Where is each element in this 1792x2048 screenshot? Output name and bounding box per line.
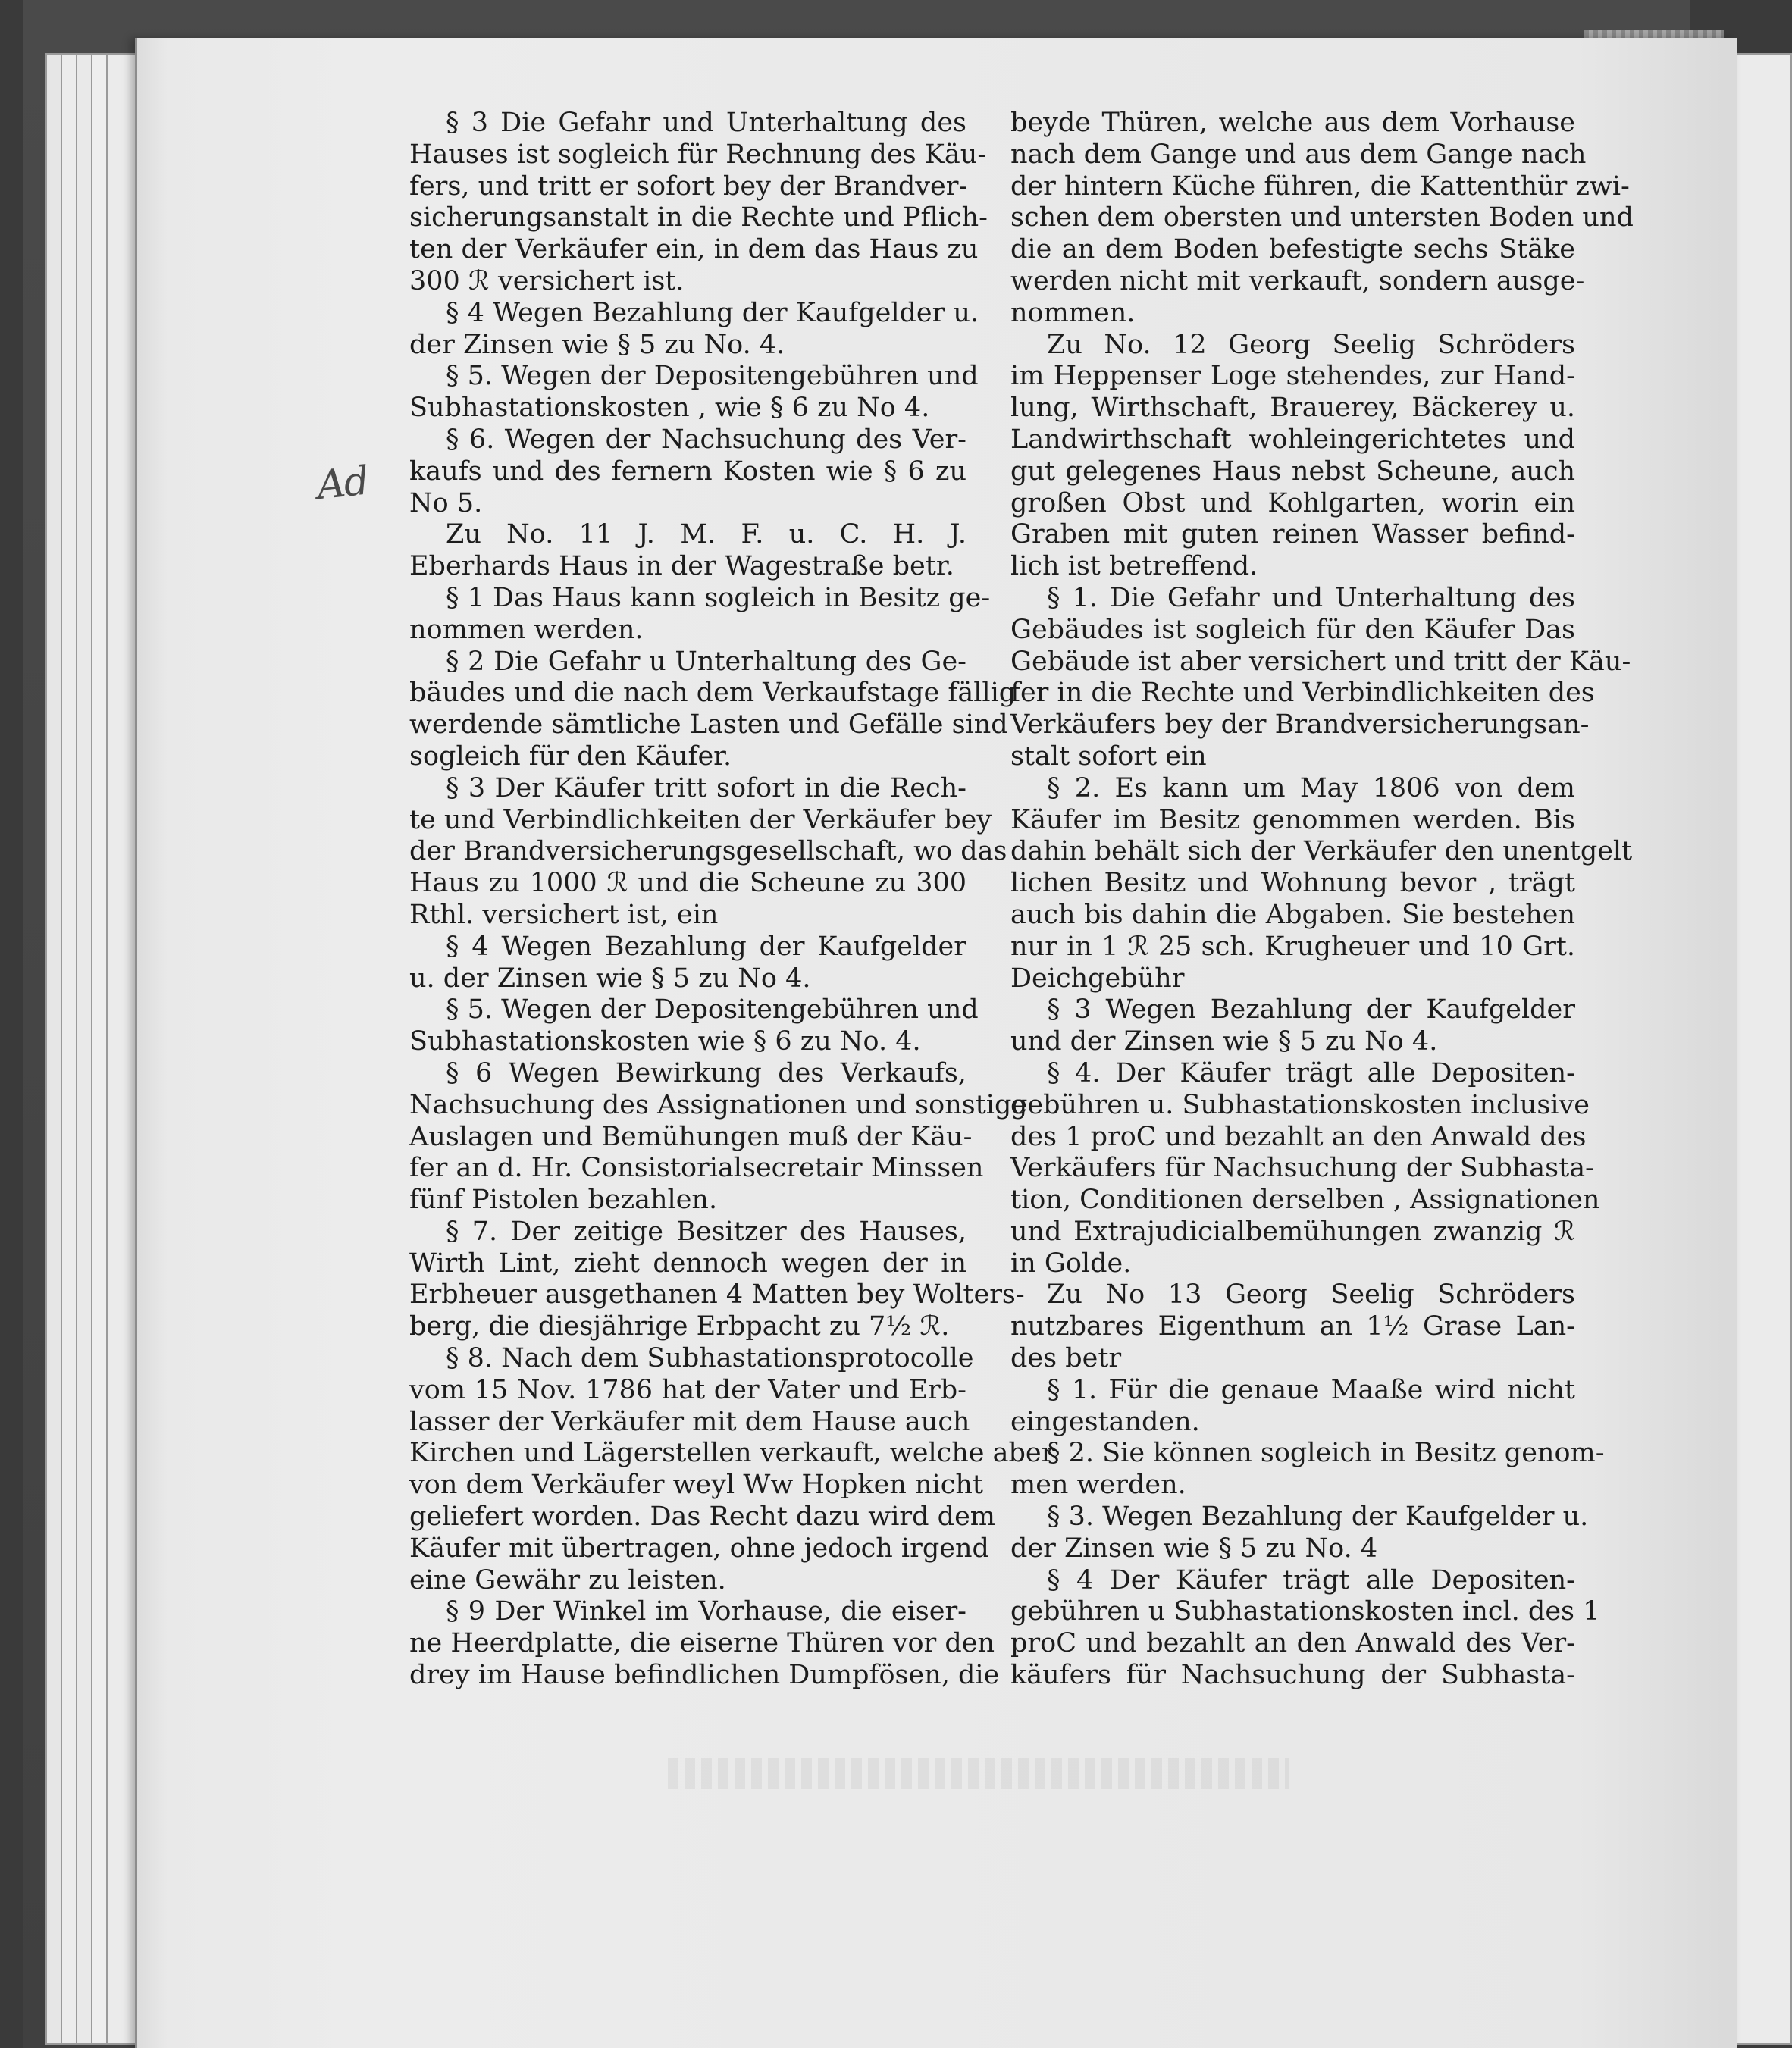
text-line: beyde Thüren, welche aus dem Vorhause: [1010, 108, 1575, 138]
text-line: gut gelegenes Haus nebst Scheune, auch: [1010, 456, 1575, 487]
text-line: fers, und tritt er sofort bey der Brandver-: [409, 171, 968, 202]
text-line: § 3 Die Gefahr und Unterhaltung des: [446, 108, 966, 138]
text-line: nommen werden.: [409, 614, 644, 645]
bleed-through-text: [668, 1758, 1289, 1789]
text-line: § 4 Der Käufer trägt alle Depositen-: [1047, 1564, 1575, 1595]
text-line: in Golde.: [1010, 1248, 1132, 1279]
text-line: werdende sämtliche Lasten und Gefälle sind: [409, 709, 1008, 741]
text-line: nutzbares Eigenthum an 1½ Grase Lan-: [1010, 1311, 1575, 1342]
text-line: § 6. Wegen der Nachsuchung des Ver-: [446, 424, 966, 455]
text-line: § 8. Nach dem Subhastationsprotocolle: [446, 1343, 974, 1374]
text-line: lichen Besitz und Wohnung bevor , trägt: [1010, 868, 1575, 899]
text-line: Kirchen und Lägerstellen verkauft, welche aber: [409, 1438, 1054, 1469]
text-line: Hauses ist sogleich für Rechnung des Käu-: [409, 139, 987, 170]
text-line: vom 15 Nov. 1786 hat der Vater und Erb-: [409, 1374, 966, 1405]
text-line: § 3 Wegen Bezahlung der Kaufgelder: [1047, 994, 1575, 1026]
text-line: großen Obst und Kohlgarten, worin ein: [1010, 487, 1575, 518]
text-line: lich ist betreffend.: [1010, 551, 1258, 582]
text-line: § 6 Wegen Bewirkung des Verkaufs,: [446, 1057, 966, 1088]
text-line: te und Verbindlichkeiten der Verkäufer bey: [409, 804, 992, 835]
text-line: § 2. Es kann um May 1806 von dem: [1047, 772, 1575, 803]
text-line: eingestanden.: [1010, 1406, 1200, 1437]
text-line: auch bis dahin die Abgaben. Sie bestehen: [1010, 899, 1575, 930]
text-line: der Zinsen wie § 5 zu No. 4: [1010, 1533, 1378, 1564]
text-line: berg, die diesjährige Erbpacht zu 7½ ℛ.: [409, 1311, 950, 1342]
text-line: § 5. Wegen der Depositengebühren und: [446, 994, 979, 1026]
text-line: und Extrajudicialbemühungen zwanzig ℛ: [1010, 1216, 1575, 1247]
text-line: Erbheuer ausgethanen 4 Matten bey Wolters-: [409, 1279, 1025, 1311]
text-line: Deichgebühr: [1010, 963, 1185, 994]
text-line: sogleich für den Käufer.: [409, 741, 732, 772]
text-line: § 7. Der zeitige Besitzer des Hauses,: [446, 1216, 966, 1247]
text-line: Subhastationskosten wie § 6 zu No. 4.: [409, 1026, 921, 1057]
right-text-column: [1010, 108, 1634, 1692]
text-line: proC und bezahlt an den Anwald des Ver-: [1010, 1628, 1575, 1659]
text-line: ten der Verkäufer ein, in dem das Haus zu: [409, 234, 979, 265]
text-line: § 2 Die Gefahr u Unterhaltung des Ge-: [446, 646, 966, 677]
text-line: fer in die Rechte und Verbindlichkeiten des: [1010, 678, 1595, 709]
text-line: Graben mit guten reinen Wasser befind-: [1010, 519, 1575, 550]
handwritten-marginal-note: Ad: [315, 458, 370, 509]
text-line: Gebäudes ist sogleich für den Käufer Das: [1010, 614, 1575, 645]
text-line: Gebäude ist aber versichert und tritt der Käu-: [1010, 646, 1631, 677]
text-line: sicherungsanstalt in die Rechte und Pflich-: [409, 202, 988, 233]
text-line: Subhastationskosten , wie § 6 zu No 4.: [409, 393, 930, 424]
text-line: von dem Verkäufer weyl Ww Hopken nicht: [409, 1470, 983, 1501]
text-line: gebühren u. Subhastationskosten inclusive: [1010, 1089, 1590, 1120]
left-text-column: [409, 108, 1054, 1692]
text-line: fünf Pistolen bezahlen.: [409, 1185, 718, 1216]
text-line: Zu No 13 Georg Seelig Schröders: [1047, 1279, 1575, 1311]
text-line: § 1. Die Gefahr und Unterhaltung des: [1047, 582, 1575, 613]
text-line: des 1 proC und bezahlt an den Anwald des: [1010, 1121, 1587, 1152]
text-line: lasser der Verkäufer mit dem Hause auch: [409, 1406, 970, 1437]
text-line: § 2. Sie können sogleich in Besitz genom-: [1047, 1438, 1605, 1469]
text-line: drey im Hause befindlichen Dumpfösen, die: [409, 1660, 1000, 1691]
text-line: lung, Wirthschaft, Brauerey, Bäckerey u.: [1010, 393, 1575, 424]
text-line: 300 ℛ versichert ist.: [409, 265, 685, 296]
text-line: nach dem Gange und aus dem Gange nach: [1010, 139, 1587, 170]
text-line: ne Heerdplatte, die eiserne Thüren vor den: [409, 1628, 995, 1659]
text-line: Auslagen und Bemühungen muß der Käu-: [409, 1121, 973, 1152]
text-line: § 5. Wegen der Depositengebühren und: [446, 361, 979, 392]
text-line: geliefert worden. Das Recht dazu wird dem: [409, 1502, 995, 1533]
text-line: § 1 Das Haus kann sogleich in Besitz ge-: [446, 582, 991, 613]
text-line: eine Gewähr zu leisten.: [409, 1564, 726, 1595]
text-line: § 4 Wegen Bezahlung der Kaufgelder: [446, 931, 966, 962]
text-line: dahin behält sich der Verkäufer den unentgelt: [1010, 836, 1633, 867]
text-line: Käufer mit übertragen, ohne jedoch irgend: [409, 1533, 989, 1564]
text-line: stalt sofort ein: [1010, 741, 1207, 772]
text-line: fer an d. Hr. Consistorialsecretair Minssen: [409, 1153, 984, 1184]
text-line: werden nicht mit verkauft, sondern ausge-: [1010, 265, 1585, 296]
text-line: § 4. Der Käufer trägt alle Depositen-: [1047, 1057, 1575, 1088]
text-line: nur in 1 ℛ 25 sch. Krugheuer und 10 Grt.: [1010, 931, 1575, 962]
text-line: im Heppenser Loge stehendes, zur Hand-: [1010, 361, 1575, 392]
text-line: § 3. Wegen Bezahlung der Kaufgelder u.: [1047, 1502, 1589, 1533]
text-line: § 1. Für die genaue Maaße wird nicht: [1047, 1374, 1575, 1405]
text-line: des betr: [1010, 1343, 1122, 1374]
text-line: der Zinsen wie § 5 zu No. 4.: [409, 329, 785, 360]
text-line: Verkäufers bey der Brandversicherungsan-: [1010, 709, 1590, 741]
text-line: § 4 Wegen Bezahlung der Kaufgelder u.: [446, 297, 979, 328]
text-line: nommen.: [1010, 297, 1136, 328]
text-line: und der Zinsen wie § 5 zu No 4.: [1010, 1026, 1438, 1057]
text-line: § 9 Der Winkel im Vorhause, die eiser-: [446, 1596, 966, 1627]
text-line: Zu No. 12 Georg Seelig Schröders: [1047, 329, 1575, 360]
text-line: Nachsuchung des Assignationen und sonstige: [409, 1089, 1028, 1120]
text-line: käufers für Nachsuchung der Subhasta-: [1010, 1660, 1575, 1691]
text-line: tion, Conditionen derselben , Assignationen: [1010, 1185, 1600, 1216]
text-line: die an dem Boden befestigte sechs Stäke: [1010, 234, 1575, 265]
text-line: No 5.: [409, 487, 483, 518]
text-line: § 3 Der Käufer tritt sofort in die Rech-: [446, 772, 966, 803]
text-line: Landwirthschaft wohleingerichtetes und: [1010, 424, 1575, 455]
text-line: Verkäufers für Nachsuchung der Subhasta-: [1010, 1153, 1594, 1184]
text-line: gebühren u Subhastationskosten incl. des 1: [1010, 1596, 1600, 1627]
text-line: men werden.: [1010, 1470, 1186, 1501]
text-line: Rthl. versichert ist, ein: [409, 899, 719, 930]
text-line: u. der Zinsen wie § 5 zu No 4.: [409, 963, 811, 994]
text-line: der Brandversicherungsgesellschaft, wo das: [409, 836, 1007, 867]
text-line: bäudes und die nach dem Verkaufstage fällig: [409, 678, 1017, 709]
text-line: Käufer im Besitz genommen werden. Bis: [1010, 804, 1575, 835]
text-line: Haus zu 1000 ℛ und die Scheune zu 300: [409, 868, 966, 899]
text-line: kaufs und des fernern Kosten wie § 6 zu: [409, 456, 966, 487]
text-line: der hintern Küche führen, die Kattenthür zwi-: [1010, 171, 1630, 202]
text-line: schen dem obersten und untersten Boden und: [1010, 202, 1634, 233]
text-line: Zu No. 11 J. M. F. u. C. H. J.: [446, 519, 966, 550]
text-line: Eberhards Haus in der Wagestraße betr.: [409, 551, 954, 582]
text-line: Wirth Lint, zieht dennoch wegen der in: [409, 1248, 966, 1279]
